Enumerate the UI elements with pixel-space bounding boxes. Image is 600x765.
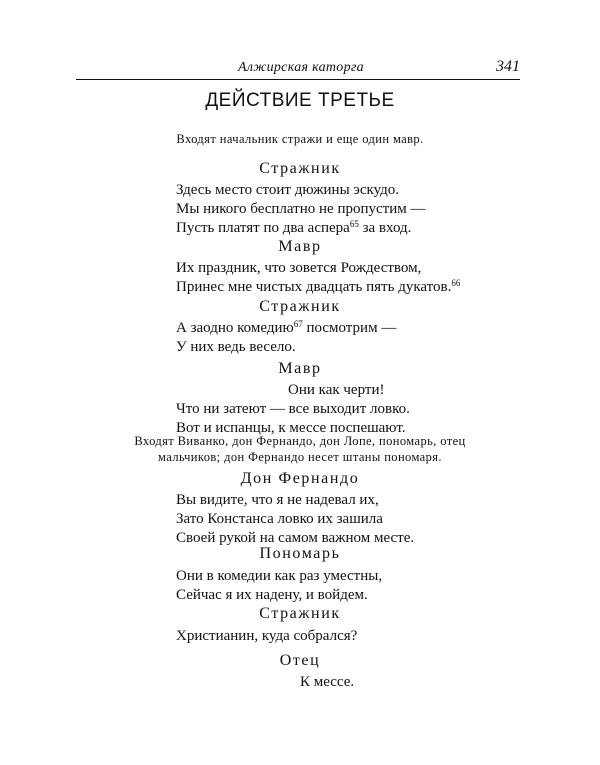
footnote-ref: 66 [451, 278, 461, 288]
verse-line: Что ни затеют — все выходит ловко. [176, 401, 410, 417]
verse-line: Мы никого бесплатно не пропустим — [176, 201, 426, 217]
verse-line: Своей рукой на самом важном месте. [176, 530, 415, 546]
speaker-name: Пономарь [259, 545, 341, 562]
footnote-ref: 67 [293, 319, 303, 329]
speaker-name: Стражник [259, 298, 341, 315]
speech [176, 567, 382, 605]
speech [176, 491, 414, 548]
stage-direction-line: Входят Виванко, дон Фернандо, дон Лопе, пономарь, отец [134, 434, 466, 448]
verse-line: Принес мне чистых двадцать пять дукатов.$^{66}$ [176, 278, 461, 295]
speaker-name: Отец [279, 652, 321, 669]
speech [176, 319, 396, 357]
verse-line: К мессе. [300, 674, 355, 690]
verse-line: У них ведь весело. [176, 339, 296, 355]
speech [176, 259, 460, 297]
verse-line: Вот и испанцы, к мессе поспешают. [176, 420, 406, 436]
act-title: ДЕЙСТВИЕ ТРЕТЬЕ [205, 90, 395, 111]
speech [176, 627, 357, 646]
verse-line: Их праздник, что зовется Рождеством, [176, 260, 422, 276]
running-header [76, 60, 520, 80]
stage-direction-entrance [80, 433, 520, 465]
verse-line: Христианин, куда собрался? [176, 628, 358, 644]
speaker-name: Стражник [259, 160, 341, 177]
footnote-ref: 65 [349, 219, 359, 229]
stage-direction-entrance: Входят начальник стражи и еще один мавр. [176, 132, 424, 146]
verse-line: Они в комедии как раз уместны, [176, 568, 383, 584]
speaker-name: Дон Фернандо [240, 470, 360, 487]
stage-direction-line: мальчиков; дон Фернандо несет штаны пономаря. [158, 450, 442, 464]
speech [176, 181, 426, 238]
header-rule [76, 79, 520, 80]
speech [176, 381, 410, 438]
verse-line: Здесь место стоит дюжины эскудо. [176, 182, 400, 198]
speaker-name: Стражник [259, 605, 341, 622]
verse-line: Вы видите, что я не надевал их, [176, 492, 379, 508]
speaker-name: Мавр [278, 360, 322, 377]
running-title: Алжирская каторга [238, 60, 364, 75]
page-number: 341 [496, 58, 520, 75]
verse-line: Сейчас я их надену, и войдем. [176, 587, 368, 603]
verse-line: Пусть платят по два аспера$^{65}$ за вход. [176, 219, 412, 236]
verse-line: Они как черти! [288, 382, 385, 398]
verse-line: А заодно комедию$^{67}$ посмотрим — [176, 319, 397, 336]
verse-line: Зато Констанса ловко их зашила [176, 511, 383, 527]
speech [300, 673, 354, 692]
speaker-name: Мавр [278, 238, 322, 255]
